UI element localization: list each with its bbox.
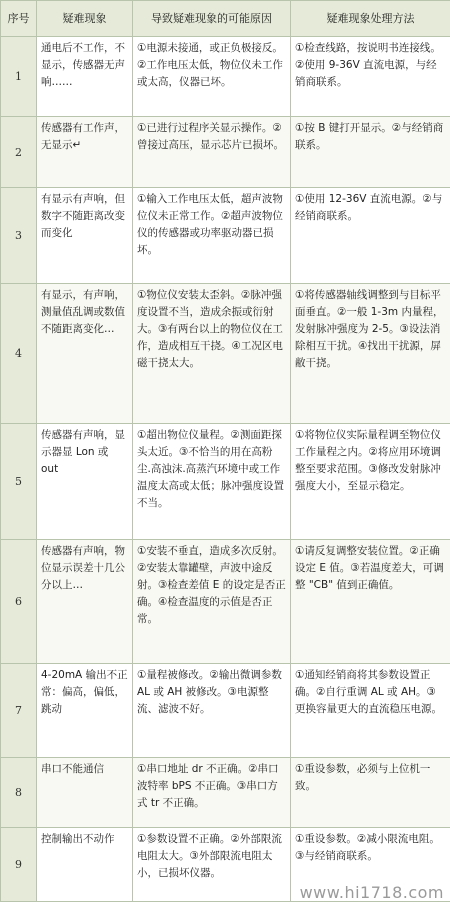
row-symptom: 通电后不工作，不显示，传感器无声响……	[37, 37, 133, 117]
row-index: 1	[1, 37, 37, 117]
row-cause: ①量程被修改。②输出微调参数 AL 或 AH 被修改。③电源整流、滤波不好。	[133, 664, 291, 758]
row-cause: ①串口地址 dr 不正确。②串口波特率 bPS 不正确。③串口方式 tr 不正确。	[133, 758, 291, 828]
row-index: 9	[1, 828, 37, 902]
row-index: 5	[1, 424, 37, 540]
row-solution: ①使用 12-36V 直流电源。②与经销商联系。	[291, 188, 450, 284]
row-solution: ①重设参数。②减小限流电阻。③与经销商联系。	[291, 828, 450, 902]
table-row	[1, 37, 450, 117]
row-index: 7	[1, 664, 37, 758]
row-cause: ①物位仪安装太歪斜。②脉冲强度设置不当，造成余振或衍射大。③有两台以上的物位仪在工作，造成相互干挠。④工况区电磁干挠太大。	[133, 284, 291, 424]
row-symptom: 传感器有声响，显示器显 Lon 或 out	[37, 424, 133, 540]
row-cause: ①超出物位仪量程。②测面距探头太近。③不恰当的用在高粉尘.高浊沫.高蒸汽环境中或工作温度太高或太低；脉冲强度设置不当。	[133, 424, 291, 540]
header-index: 序号	[1, 1, 37, 37]
row-solution: ①请反复调整安装位置。②正确设定 E 值。③若温度差大，可调整 "CB" 值到正确值。	[291, 540, 450, 664]
table-row	[1, 284, 450, 424]
row-solution: ①将物位仪实际量程调至物位仪工作量程之内。②将应用环境调整至要求范围。③修改发射脉冲强度大小，至显示稳定。	[291, 424, 450, 540]
row-solution: ①将传感器轴线调整到与目标平面垂直。②一般 1-3m 内量程，发射脉冲强度为 2-5。③设法消除相互干扰。④找出干扰源，屏敝干挠。	[291, 284, 450, 424]
row-index: 4	[1, 284, 37, 424]
row-symptom: 4-20mA 输出不正常：偏高，偏低，跳动	[37, 664, 133, 758]
table-row	[1, 117, 450, 188]
table-row	[1, 664, 450, 758]
row-cause: ①电源未接通，或正负极接反。②工作电压太低，物位仪未工作或太高，仪器已坏。	[133, 37, 291, 117]
row-symptom: 传感器有工作声，无显示↵	[37, 117, 133, 188]
table-row	[1, 188, 450, 284]
table-row	[1, 758, 450, 828]
header-solution: 疑难现象处理方法	[291, 1, 450, 37]
table-row	[1, 424, 450, 540]
row-solution: ①通知经销商将其参数设置正确。②自行重调 AL 或 AH。③更换容量更大的直流稳压电源。	[291, 664, 450, 758]
row-symptom: 串口不能通信	[37, 758, 133, 828]
row-symptom: 传感器有声响，物位显示误差十几公分以上…	[37, 540, 133, 664]
row-cause: ①参数设置不正确。②外部限流电阻太大。③外部限流电阻太小，已损坏仪器。	[133, 828, 291, 902]
table-header-row	[1, 1, 450, 37]
row-cause: ①已进行过程序关显示操作。②曾接过高压，显示芯片已损坏。	[133, 117, 291, 188]
row-solution: ①按 B 键打开显示。②与经销商联系。	[291, 117, 450, 188]
header-cause: 导致疑难现象的可能原因	[133, 1, 291, 37]
row-cause: ①安装不垂直，造成多次反射。②安装太靠罐壁，声波中途反射。③检查差值 E 的设定是否正确。④检查温度的示值是否正常。	[133, 540, 291, 664]
row-symptom: 控制输出不动作	[37, 828, 133, 902]
watermark: www.hi1718.com	[299, 883, 444, 902]
header-symptom: 疑难现象	[37, 1, 133, 37]
row-index: 2	[1, 117, 37, 188]
row-index: 3	[1, 188, 37, 284]
table-row	[1, 540, 450, 664]
row-solution: ①重设参数，必须与上位机一致。	[291, 758, 450, 828]
row-index: 8	[1, 758, 37, 828]
row-symptom: 有显示有声响，但数字不随距离改变而变化	[37, 188, 133, 284]
row-solution: ①检查线路，按说明书连接线。②使用 9-36V 直流电源，与经销商联系。	[291, 37, 450, 117]
row-cause: ①输入工作电压太低，超声波物位仪未正常工作。②超声波物位仪的传感器或功率驱动器已损坏。	[133, 188, 291, 284]
row-symptom: 有显示，有声响，测量值乱调或数值不随距离变化…	[37, 284, 133, 424]
row-index: 6	[1, 540, 37, 664]
